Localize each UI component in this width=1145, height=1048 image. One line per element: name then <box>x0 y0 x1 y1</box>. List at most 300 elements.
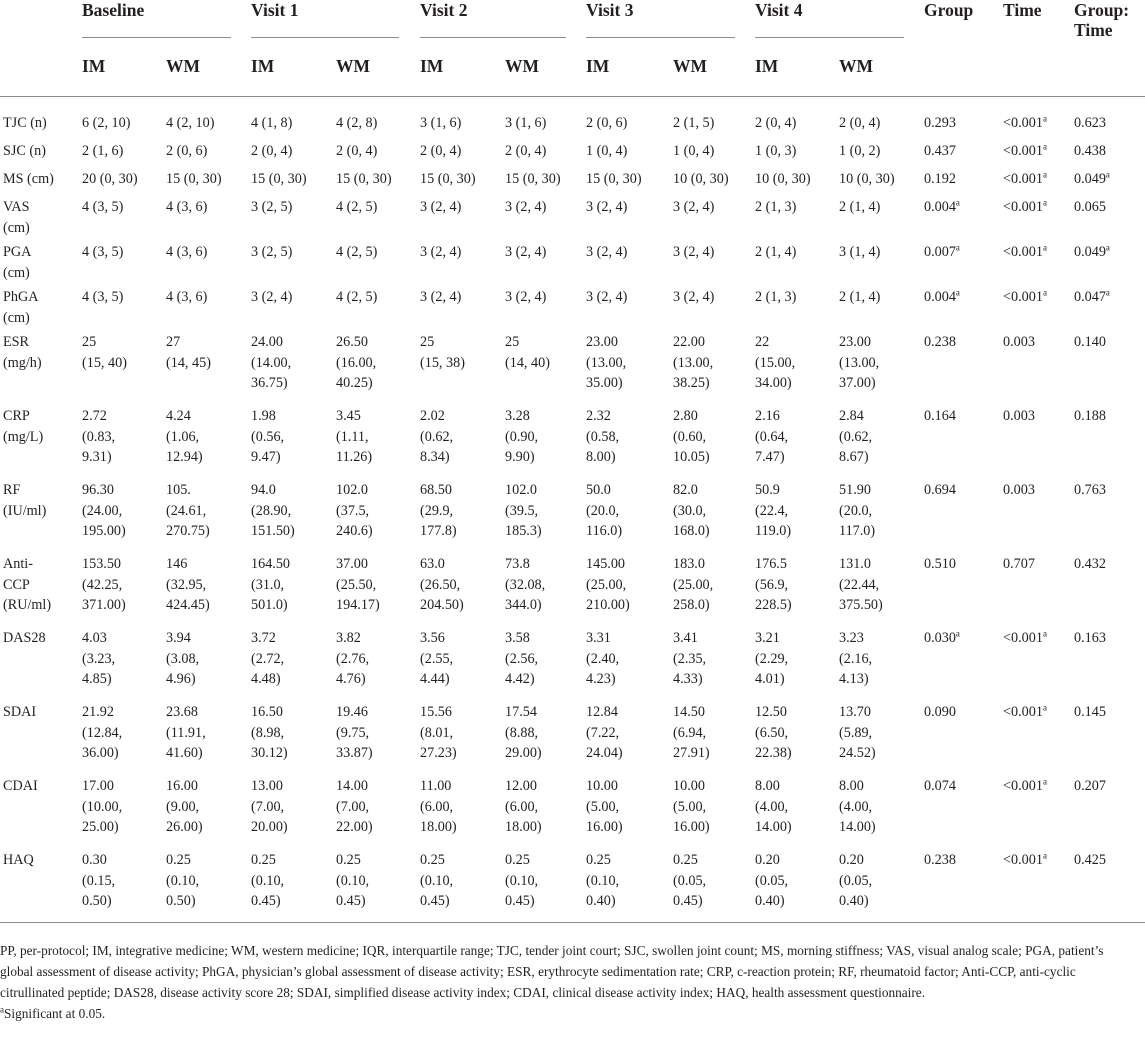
data-cell: 4 (3, 5) <box>82 199 124 215</box>
table-row <box>0 702 1145 776</box>
data-cell: 3 (1, 6) <box>420 115 462 131</box>
interaction-p-value <box>1074 197 1106 218</box>
data-cell: 2 (1, 4) <box>839 289 881 305</box>
time-p-value-text: 0.003 <box>1003 334 1035 350</box>
time-p-value <box>1003 702 1047 723</box>
significance-marker: a <box>1105 287 1110 298</box>
column-group-header: Visit 3 <box>586 0 634 20</box>
column-group-underline <box>420 37 566 38</box>
time-p-value <box>1003 480 1035 501</box>
table-row <box>0 287 1145 332</box>
data-cell: 153.50 (42.25, 371.00) <box>82 556 126 613</box>
time-p-value-text: <0.001 <box>1003 199 1043 215</box>
column-group-underline <box>755 37 904 38</box>
time-p-value-text: <0.001 <box>1003 115 1043 131</box>
table-row <box>0 480 1145 554</box>
interaction-p-value <box>1074 628 1106 649</box>
time-p-value <box>1003 287 1047 308</box>
data-cell: 3.28 (0.90, 9.90) <box>505 408 539 465</box>
significance-marker: a <box>1042 850 1047 861</box>
group-p-value-text: 0.164 <box>924 408 956 424</box>
group-p-value-text: 0.437 <box>924 143 956 159</box>
row-label: TJC (n) <box>3 115 47 131</box>
data-cell: 3 (2, 4) <box>505 289 547 305</box>
interaction-p-value-text: 0.047 <box>1074 289 1106 305</box>
row-label: VAS (cm) <box>3 199 30 236</box>
interaction-p-value-text: 0.425 <box>1074 852 1106 868</box>
group-p-value <box>924 141 956 162</box>
row-label: ESR (mg/h) <box>3 334 42 371</box>
data-cell: 0.25 (0.10, 0.45) <box>505 852 539 909</box>
group-p-value <box>924 197 960 218</box>
data-cell: 24.00 (14.00, 36.75) <box>251 334 292 391</box>
group-p-value-text: 0.030 <box>924 630 956 646</box>
data-cell: 3 (2, 4) <box>420 244 462 260</box>
data-cell: 3 (2, 4) <box>586 244 628 260</box>
data-cell: 2 (0, 6) <box>586 115 628 131</box>
data-cell: 2.16 (0.64, 7.47) <box>755 408 789 465</box>
data-cell: 1.98 (0.56, 9.47) <box>251 408 285 465</box>
group-p-value <box>924 332 956 353</box>
data-cell: 183.0 (25.00, 258.0) <box>673 556 714 613</box>
data-cell: 3.72 (2.72, 4.48) <box>251 630 285 687</box>
data-cell: 3.82 (2.76, 4.76) <box>336 630 370 687</box>
data-cell: 2.84 (0.62, 8.67) <box>839 408 873 465</box>
data-cell: 4 (2, 5) <box>336 199 378 215</box>
interaction-p-value <box>1074 702 1106 723</box>
group-p-value <box>924 406 956 427</box>
data-cell: 2.32 (0.58, 8.00) <box>586 408 620 465</box>
table-row <box>0 113 1145 141</box>
subcolumn-header: IM <box>586 56 610 76</box>
data-cell: 17.54 (8.88, 29.00) <box>505 704 542 761</box>
data-cell: 3 (2, 4) <box>505 199 547 215</box>
header-rule <box>0 96 1145 97</box>
time-p-value <box>1003 554 1035 575</box>
time-p-value <box>1003 113 1047 134</box>
data-cell: 4.24 (1.06, 12.94) <box>166 408 203 465</box>
data-cell: 3 (2, 4) <box>673 199 715 215</box>
interaction-p-value-text: 0.145 <box>1074 704 1106 720</box>
data-cell: 12.84 (7.22, 24.04) <box>586 704 623 761</box>
data-cell: 2 (1, 3) <box>755 289 797 305</box>
data-cell: 2 (0, 4) <box>839 115 881 131</box>
time-p-value-text: <0.001 <box>1003 171 1043 187</box>
data-cell: 146 (32.95, 424.45) <box>166 556 210 613</box>
subcolumn-header: IM <box>755 56 779 76</box>
group-p-value <box>924 850 956 871</box>
data-cell: 0.25 (0.10, 0.50) <box>166 852 200 909</box>
data-cell: 22 (15.00, 34.00) <box>755 334 796 391</box>
table-footnotes <box>0 940 1140 1024</box>
significance-marker: a <box>1105 169 1110 180</box>
data-cell: 14.50 (6.94, 27.91) <box>673 704 710 761</box>
data-cell: 13.00 (7.00, 20.00) <box>251 778 288 835</box>
subcolumn-header: IM <box>251 56 275 76</box>
data-cell: 2 (1, 4) <box>839 199 881 215</box>
data-cell: 21.92 (12.84, 36.00) <box>82 704 123 761</box>
interaction-p-value <box>1074 332 1106 353</box>
data-cell: 1 (0, 4) <box>673 143 715 159</box>
data-cell: 4 (3, 5) <box>82 244 124 260</box>
column-group-header: Visit 4 <box>755 0 803 20</box>
table-row <box>0 554 1145 628</box>
data-cell: 1 (0, 2) <box>839 143 881 159</box>
data-cell: 15 (0, 30) <box>166 171 222 187</box>
data-cell: 3.45 (1.11, 11.26) <box>336 408 373 465</box>
data-cell: 3 (2, 5) <box>251 244 293 260</box>
data-cell: 4 (1, 8) <box>251 115 293 131</box>
data-cell: 22.00 (13.00, 38.25) <box>673 334 714 391</box>
data-cell: 3 (2, 5) <box>251 199 293 215</box>
data-cell: 2 (0, 6) <box>166 143 208 159</box>
stat-column-header: Time <box>1003 0 1042 20</box>
data-cell: 27 (14, 45) <box>166 334 211 371</box>
group-p-value <box>924 242 960 263</box>
time-p-value-text: <0.001 <box>1003 143 1043 159</box>
data-cell: 0.20 (0.05, 0.40) <box>839 852 873 909</box>
data-cell: 25 (15, 40) <box>82 334 127 371</box>
data-cell: 4 (3, 6) <box>166 244 208 260</box>
time-p-value-text: 0.003 <box>1003 482 1035 498</box>
group-p-value-text: 0.004 <box>924 199 956 215</box>
group-p-value-text: 0.090 <box>924 704 956 720</box>
time-p-value <box>1003 332 1035 353</box>
time-p-value <box>1003 197 1047 218</box>
data-cell: 82.0 (30.0, 168.0) <box>673 482 710 539</box>
significance-marker: a <box>1042 628 1047 639</box>
row-label: HAQ <box>3 852 34 868</box>
data-cell: 2 (1, 5) <box>673 115 715 131</box>
table-row <box>0 141 1145 169</box>
row-label: CDAI <box>3 778 38 794</box>
data-cell: 4 (2, 5) <box>336 244 378 260</box>
group-p-value <box>924 287 960 308</box>
data-cell: 15 (0, 30) <box>505 171 561 187</box>
interaction-p-value <box>1074 406 1106 427</box>
group-p-value-text: 0.004 <box>924 289 956 305</box>
data-cell: 1 (0, 3) <box>755 143 797 159</box>
stat-column-header: Group <box>924 0 974 20</box>
group-p-value-text: 0.238 <box>924 852 956 868</box>
data-cell: 23.00 (13.00, 35.00) <box>586 334 627 391</box>
table-row <box>0 169 1145 197</box>
data-cell: 0.25 (0.10, 0.40) <box>586 852 620 909</box>
time-p-value-text: <0.001 <box>1003 289 1043 305</box>
row-label: Anti- CCP (RU/ml) <box>3 556 52 613</box>
row-label: DAS28 <box>3 630 46 646</box>
significance-marker: a <box>1042 242 1047 253</box>
significance-footnote <box>0 1003 1140 1024</box>
data-cell: 0.30 (0.15, 0.50) <box>82 852 116 909</box>
time-p-value-text: 0.707 <box>1003 556 1035 572</box>
data-cell: 10 (0, 30) <box>673 171 729 187</box>
row-label: CRP (mg/L) <box>3 408 44 445</box>
data-cell: 68.50 (29.9, 177.8) <box>420 482 457 539</box>
interaction-p-value <box>1074 169 1110 190</box>
table-row <box>0 628 1145 702</box>
column-group-header: Baseline <box>82 0 145 20</box>
data-cell: 94.0 (28.90, 151.50) <box>251 482 295 539</box>
data-cell: 2 (1, 4) <box>755 244 797 260</box>
significance-marker: a <box>1105 242 1110 253</box>
interaction-p-value <box>1074 141 1106 162</box>
data-cell: 3.23 (2.16, 4.13) <box>839 630 873 687</box>
data-cell: 3.58 (2.56, 4.42) <box>505 630 539 687</box>
significance-marker: a <box>955 242 960 253</box>
data-cell: 16.00 (9.00, 26.00) <box>166 778 203 835</box>
data-cell: 63.0 (26.50, 204.50) <box>420 556 464 613</box>
interaction-p-value <box>1074 287 1110 308</box>
data-cell: 50.0 (20.0, 116.0) <box>586 482 623 539</box>
data-cell: 10 (0, 30) <box>839 171 895 187</box>
data-cell: 4 (3, 6) <box>166 199 208 215</box>
interaction-p-value-text: 0.207 <box>1074 778 1106 794</box>
data-cell: 4 (3, 6) <box>166 289 208 305</box>
data-cell: 3.41 (2.35, 4.33) <box>673 630 707 687</box>
time-p-value-text: <0.001 <box>1003 778 1043 794</box>
interaction-p-value-text: 0.763 <box>1074 482 1106 498</box>
table-row <box>0 406 1145 480</box>
data-cell: 2 (0, 4) <box>755 115 797 131</box>
data-cell: 15 (0, 30) <box>336 171 392 187</box>
subcolumn-header: IM <box>420 56 444 76</box>
data-cell: 2 (1, 6) <box>82 143 124 159</box>
data-cell: 10.00 (5.00, 16.00) <box>586 778 623 835</box>
significance-marker: a <box>1042 287 1047 298</box>
subcolumn-header: WM <box>166 56 201 76</box>
data-cell: 0.25 (0.05, 0.45) <box>673 852 707 909</box>
data-cell: 2 (0, 4) <box>251 143 293 159</box>
time-p-value <box>1003 169 1047 190</box>
data-cell: 2 (0, 4) <box>420 143 462 159</box>
column-group-underline <box>82 37 231 38</box>
data-cell: 3 (1, 4) <box>839 244 881 260</box>
time-p-value-text: <0.001 <box>1003 704 1043 720</box>
data-cell: 16.50 (8.98, 30.12) <box>251 704 288 761</box>
data-cell: 4 (2, 8) <box>336 115 378 131</box>
data-cell: 15 (0, 30) <box>251 171 307 187</box>
data-cell: 51.90 (20.0, 117.0) <box>839 482 876 539</box>
row-label: MS (cm) <box>3 171 54 187</box>
data-cell: 25 (15, 38) <box>420 334 465 371</box>
data-cell: 4.03 (3.23, 4.85) <box>82 630 116 687</box>
interaction-p-value-text: 0.065 <box>1074 199 1106 215</box>
group-p-value <box>924 776 956 797</box>
significance-marker: a <box>955 287 960 298</box>
data-cell: 15.56 (8.01, 27.23) <box>420 704 457 761</box>
interaction-p-value-text: 0.049 <box>1074 244 1106 260</box>
group-p-value-text: 0.293 <box>924 115 956 131</box>
data-cell: 23.00 (13.00, 37.00) <box>839 334 880 391</box>
subcolumn-header: WM <box>505 56 540 76</box>
interaction-p-value-text: 0.140 <box>1074 334 1106 350</box>
time-p-value <box>1003 141 1047 162</box>
data-cell: 14.00 (7.00, 22.00) <box>336 778 373 835</box>
significance-marker: a <box>955 197 960 208</box>
time-p-value <box>1003 776 1047 797</box>
data-cell: 105. (24.61, 270.75) <box>166 482 210 539</box>
subcolumn-header: IM <box>82 56 106 76</box>
time-p-value-text: 0.003 <box>1003 408 1035 424</box>
time-p-value <box>1003 406 1035 427</box>
data-cell: 164.50 (31.0, 501.0) <box>251 556 291 613</box>
data-cell: 37.00 (25.50, 194.17) <box>336 556 380 613</box>
time-p-value-text: <0.001 <box>1003 852 1043 868</box>
significance-marker: a <box>1042 141 1047 152</box>
data-cell: 23.68 (11.91, 41.60) <box>166 704 206 761</box>
data-cell: 96.30 (24.00, 195.00) <box>82 482 126 539</box>
group-p-value-text: 0.510 <box>924 556 956 572</box>
table-bottom-rule <box>0 922 1145 923</box>
data-cell: 2.72 (0.83, 9.31) <box>82 408 116 465</box>
column-group-underline <box>586 37 735 38</box>
data-cell: 3 (2, 4) <box>420 199 462 215</box>
data-cell: 0.25 (0.10, 0.45) <box>420 852 454 909</box>
significance-marker: a <box>955 628 960 639</box>
subcolumn-header: WM <box>673 56 708 76</box>
data-cell: 10 (0, 30) <box>755 171 811 187</box>
column-group-header: Visit 1 <box>251 0 299 20</box>
data-cell: 3 (2, 4) <box>586 199 628 215</box>
data-cell: 20 (0, 30) <box>82 171 138 187</box>
data-cell: 3.31 (2.40, 4.23) <box>586 630 620 687</box>
time-p-value <box>1003 242 1047 263</box>
row-label: PGA (cm) <box>3 244 32 281</box>
group-p-value-text: 0.694 <box>924 482 956 498</box>
data-cell: 26.50 (16.00, 40.25) <box>336 334 377 391</box>
data-cell: 15 (0, 30) <box>420 171 476 187</box>
interaction-p-value <box>1074 480 1106 501</box>
interaction-p-value-text: 0.432 <box>1074 556 1106 572</box>
data-cell: 3 (2, 4) <box>505 244 547 260</box>
group-p-value <box>924 113 956 134</box>
table-row <box>0 242 1145 287</box>
interaction-p-value <box>1074 776 1106 797</box>
table-row <box>0 197 1145 242</box>
group-p-value <box>924 480 956 501</box>
data-cell: 6 (2, 10) <box>82 115 131 131</box>
data-cell: 4 (2, 10) <box>166 115 215 131</box>
group-p-value-text: 0.192 <box>924 171 956 187</box>
data-cell: 3.56 (2.55, 4.44) <box>420 630 454 687</box>
data-cell: 3.21 (2.29, 4.01) <box>755 630 789 687</box>
data-cell: 2.80 (0.60, 10.05) <box>673 408 710 465</box>
group-p-value-text: 0.238 <box>924 334 956 350</box>
interaction-p-value <box>1074 242 1110 263</box>
data-cell: 4 (3, 5) <box>82 289 124 305</box>
interaction-p-value-text: 0.163 <box>1074 630 1106 646</box>
data-cell: 25 (14, 40) <box>505 334 550 371</box>
row-label: SDAI <box>3 704 37 720</box>
time-p-value <box>1003 850 1047 871</box>
data-cell: 2 (1, 3) <box>755 199 797 215</box>
table-header <box>0 0 1145 97</box>
data-cell: 0.20 (0.05, 0.40) <box>755 852 789 909</box>
interaction-p-value-text: 0.438 <box>1074 143 1106 159</box>
subcolumn-header: WM <box>839 56 874 76</box>
interaction-p-value-text: 0.049 <box>1074 171 1106 187</box>
data-cell: 50.9 (22.4, 119.0) <box>755 482 792 539</box>
table-body <box>0 97 1145 924</box>
data-cell: 102.0 (37.5, 240.6) <box>336 482 373 539</box>
significance-marker: a <box>1042 197 1047 208</box>
data-cell: 3 (2, 4) <box>586 289 628 305</box>
interaction-p-value <box>1074 113 1106 134</box>
time-p-value <box>1003 628 1047 649</box>
stat-column-header: Group: Time <box>1074 0 1130 40</box>
group-p-value-text: 0.007 <box>924 244 956 260</box>
significance-marker: a <box>1042 169 1047 180</box>
significance-marker: a <box>1042 776 1047 787</box>
data-cell: 12.00 (6.00, 18.00) <box>505 778 542 835</box>
data-cell: 102.0 (39.5, 185.3) <box>505 482 542 539</box>
time-p-value-text: <0.001 <box>1003 630 1043 646</box>
data-cell: 4 (2, 5) <box>336 289 378 305</box>
data-cell: 2.02 (0.62, 8.34) <box>420 408 454 465</box>
group-p-value <box>924 628 960 649</box>
significance-marker: a <box>1042 702 1047 713</box>
significance-text: Significant at 0.05. <box>4 1006 106 1021</box>
data-cell: 0.25 (0.10, 0.45) <box>251 852 285 909</box>
data-cell: 3 (2, 4) <box>251 289 293 305</box>
data-cell: 8.00 (4.00, 14.00) <box>839 778 876 835</box>
data-cell: 2 (0, 4) <box>336 143 378 159</box>
abbreviations-footnote: PP, per-protocol; IM, integrative medicine; WM, western medicine; IQR, interquartile range; TJC, tender joint court; SJC, swollen joint count; MS, morning stiffness; VAS, visual analog scale; PGA, patient’s global assessment of disease activity; PhGA, physician’s global assessment of disease activity; ESR, erythrocyte sedimentation rate; CRP, c-reaction protein; RF, rheumatoid factor; Anti-CCP, anti-cyclic citrullinated peptide; DAS28, disease activity score 28; SDAI, simplified disease activity index; CDAI, clinical disease activity index; HAQ, health assessment questionnaire. <box>0 943 1104 1000</box>
data-cell: 12.50 (6.50, 22.38) <box>755 704 792 761</box>
data-cell: 0.25 (0.10, 0.45) <box>336 852 370 909</box>
group-p-value <box>924 702 956 723</box>
data-cell: 73.8 (32.08, 344.0) <box>505 556 546 613</box>
subcolumn-header: WM <box>336 56 371 76</box>
data-cell: 17.00 (10.00, 25.00) <box>82 778 123 835</box>
data-cell: 3 (2, 4) <box>673 244 715 260</box>
data-cell: 8.00 (4.00, 14.00) <box>755 778 792 835</box>
data-cell: 3 (1, 6) <box>505 115 547 131</box>
significance-marker: a <box>1042 113 1047 124</box>
interaction-p-value <box>1074 850 1106 871</box>
data-cell: 19.46 (9.75, 33.87) <box>336 704 373 761</box>
data-cell: 131.0 (22.44, 375.50) <box>839 556 883 613</box>
data-cell: 176.5 (56.9, 228.5) <box>755 556 792 613</box>
data-cell: 145.00 (25.00, 210.00) <box>586 556 630 613</box>
data-cell: 2 (0, 4) <box>505 143 547 159</box>
row-label: PhGA (cm) <box>3 289 39 326</box>
data-cell: 11.00 (6.00, 18.00) <box>420 778 457 835</box>
table-row <box>0 332 1145 406</box>
time-p-value-text: <0.001 <box>1003 244 1043 260</box>
group-p-value-text: 0.074 <box>924 778 956 794</box>
column-group-underline <box>251 37 399 38</box>
table-row <box>0 776 1145 850</box>
table-row <box>0 850 1145 924</box>
data-cell: 1 (0, 4) <box>586 143 628 159</box>
interaction-p-value <box>1074 554 1106 575</box>
data-cell: 13.70 (5.89, 24.52) <box>839 704 876 761</box>
row-label: SJC (n) <box>3 143 46 159</box>
interaction-p-value-text: 0.623 <box>1074 115 1106 131</box>
data-cell: 15 (0, 30) <box>586 171 642 187</box>
significance-marker: a <box>0 1004 4 1015</box>
row-label: RF (IU/ml) <box>3 482 47 519</box>
data-cell: 10.00 (5.00, 16.00) <box>673 778 710 835</box>
data-cell: 3 (2, 4) <box>673 289 715 305</box>
group-p-value <box>924 554 956 575</box>
interaction-p-value-text: 0.188 <box>1074 408 1106 424</box>
group-p-value <box>924 169 956 190</box>
data-cell: 3.94 (3.08, 4.96) <box>166 630 200 687</box>
data-cell: 3 (2, 4) <box>420 289 462 305</box>
